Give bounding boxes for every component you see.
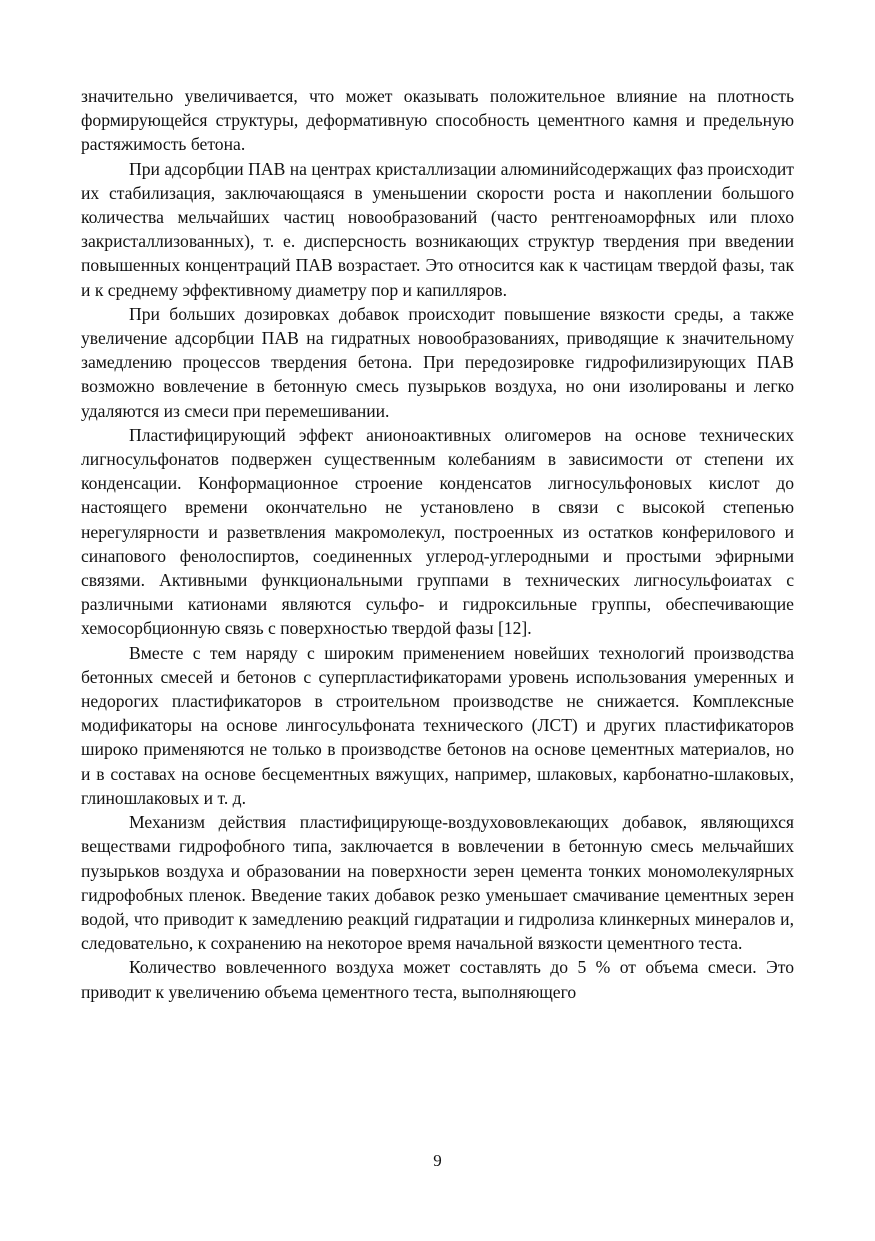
body-text: [81, 84, 794, 1004]
paragraph-5: Вместе с тем наряду с широким применением новейших технологий производства бетонных смесей и бетонов с суперпластификаторами уровень использования умеренных и недорогих пластификаторов в строительном производстве не снижается. Комплексные модификаторы на основе лингосульфоната технического (ЛСТ) и других пластификаторов широко применяются не только в производстве бетонов на основе цементных материалов, но и в составах на основе бесцементных вяжущих, например, шлаковых, карбонатно-шлаковых, глиношлаковых и т. д.: [81, 642, 794, 808]
page-number: 9: [433, 1151, 442, 1170]
paragraph-7: Количество вовлеченного воздуха может составлять до 5 % от объема смеси. Это приводит к увеличению объема цементного теста, выполняющего: [81, 957, 794, 1002]
paragraph-1: значительно увеличивается, что может оказывать положительное влияние на плотность формирующейся структуры, деформативную способность цементного камня и предельную растяжимость бетона.: [81, 86, 794, 155]
paragraph-3: При больших дозировках добавок происходит повышение вязкости среды, а также увеличение адсорбции ПАВ на гидратных новообразованиях, приводящие к значительному замедлению процессов твердения бетона. При передозировке гидрофилизирующих ПАВ возможно вовлечение в бетонную смесь пузырьков воздуха, но они изолированы и легко удаляются из смеси при перемешивании.: [81, 303, 794, 421]
paragraph-4: Пластифицирующий эффект анионоактивных олигомеров на основе технических лигносульфонатов подвержен существенным колебаниям в зависимости от степени их конденсации. Конформационное строение конденсатов лигносульфоновых кислот до настоящего времени окончательно не установлено в связи с высокой степенью нерегулярности и разветвления макромолекул, построенных из остатков конферилового и синапового фенолоспиртов, соединенных углерод-углеродными и простыми эфирными связями. Активными функциональными группами в технических лигносульфоиатах с различными катионами являются сульфо- и гидроксильные группы, обеспечивающие хемосорбционную связь с поверхностью твердой фазы [12].: [81, 424, 794, 639]
paragraph-2: При адсорбции ПАВ на центрах кристаллизации алюминийсодержащих фаз происходит их стабилизация, заключающаяся в уменьшении скорости роста и накоплении большого количества мельчайших частиц новообразований (часто рентгеноаморфных или плохо закристаллизованных), т. е. дисперсность возникающих структур твердения при введении повышенных концентраций ПАВ возрастает. Это относится как к частицам твердой фазы, так и к среднему эффективному диаметру пор и капилляров.: [81, 158, 794, 300]
paragraph-6: Механизм действия пластифицирующе-воздухововлекающих добавок, являющихся веществами гидрофобного типа, заключается в вовлечении в бетонную смесь мельчайших пузырьков воздуха и образовании на поверхности зерен цемента тонких мономолекулярных гидрофобных пленок. Введение таких добавок резко уменьшает смачивание цементных зерен водой, что приводит к замедлению реакций гидратации и гидролиза клинкерных минералов и, следовательно, к сохранению на некоторое время начальной вязкости цементного теста.: [81, 812, 794, 954]
